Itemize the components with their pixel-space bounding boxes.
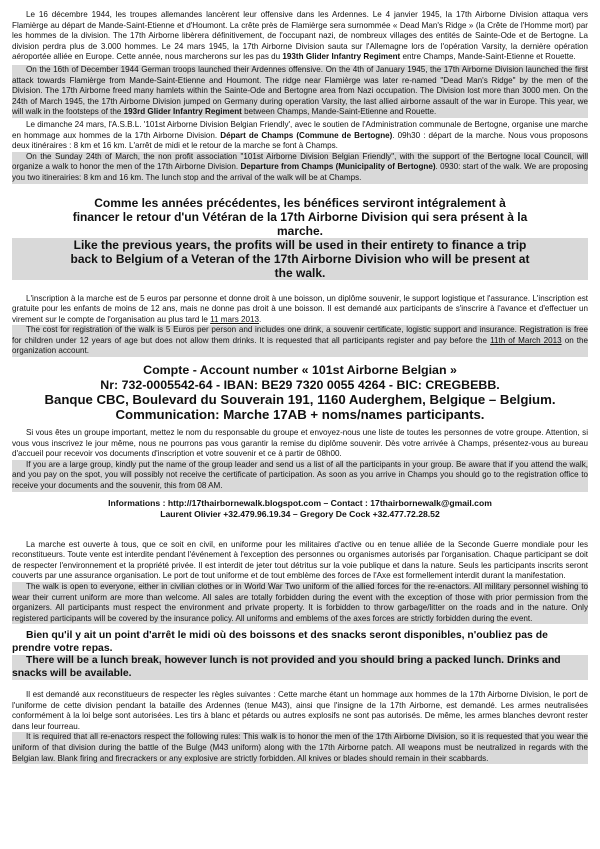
- benefits-en: Like the previous years, the profits will be used in their entirety to finance a trip back to Belgium of a Veteran of the 17th Airborne Division who will be present at the walk.: [12, 238, 588, 280]
- history-fr-regiment: 193th Glider Infantry Regiment: [282, 52, 401, 62]
- registration-en-text: The cost for registration of the walk is 5 Euros per person and includes one drink, a souvenir certificate, logistic support and insurance. Registration is free for children under 12 years of age but does not allow them drinks. It is requested that all participants register and pay before the: [12, 325, 588, 345]
- rules-paragraph-en: It is required that all re-enactors respect the following rules: This walk is to honor the men of the 17th Airborne Division, so it is requested that you wear the uniform of that division during the battle of the Bulge (M43 uniform) along with the 17th Airborne patch. All weapons must be neutralized in regards with the Belgian law. Blank firing and firecrackers or any explosive are strictly forbidden. All knives or blades should remain in their scabbards.: [12, 732, 588, 763]
- history-en-text-end: between Champs, Mande-Saint-Etienne and Rouette.: [241, 107, 437, 117]
- account-title: Compte - Account number « 101st Airborne Belgian »: [143, 363, 457, 378]
- contact-info: [12, 498, 588, 520]
- open-paragraph-en: The walk is open to everyone, either in civilian clothes or in World War Two uniform of the allied forces for the re-enactors. All military personnel wishing to wear their current uniform are more than welcome. All sales are totally forbidden during the event with the exception of those with prior permission from the organizers. All participants must respect the environment and private property. It is forbidden to throw garbage/litter on the roads and in the nature. Only registered participants will be covered by the insurance policy. All uniforms and emblems of the axes forces are strictly forbidden during the event.: [12, 582, 588, 623]
- rules-paragraph-fr: Il est demandé aux reconstitueurs de respecter les règles suivantes : Cette marche étant un hommage aux hommes de la 17th Airborne Division, le port de l'uniforme de cette division pendant la bataille des Ardennes (tenue M43), ainsi que l'insigne de la 17th Airborne, est demandé. Les armes neutralisées conformément à la loi belge sont autorisées. Les tirs à blanc et pétards ou autres explosifs ne sont pas autorisés. De même, les armes blanches devront rester dans leur fourreau.: [12, 690, 588, 731]
- walk-en-departure: Departure from Champs (Municipality of Bertogne): [240, 162, 436, 172]
- registration-fr-text: L'inscription à la marche est de 5 euros par personne et donne droit à une boisson, un diplôme souvenir, le support logistique et l'assurance. L'inscription est gratuite pour les enfants de moins de 12 ans, mais ne donne pas droit à une boisson. Il est demandé aux participants de s'inscrire à l'avance et d'effectuer un virement sur le compte de l'organisation au plus tard le: [12, 293, 588, 324]
- open-paragraph-fr: La marche est ouverte à tous, que ce soit en civil, en uniforme pour les militaires d'active ou en tenue alliée de la Seconde Guerre mondiale pour les reconstitueurs. Toute vente est interdite pendant l'événement à l'exception des personnes ou organismes autorisés par l'organisation. Chaque participant se doit de respecter l'environnement et la propriété privée. Il est interdit de jeter tout détritus sur la voie publique et dans la nature. Seuls les participants inscrits seront couverts par une assurance organisation. Le port de tout uniforme et de tout emblème des forces de l'Axe est formellement interdit durant la manifestation.: [12, 539, 588, 581]
- contact-phones: Laurent Olivier +32.479.96.19.34 – Gregory De Cock +32.477.72.28.52: [160, 508, 440, 519]
- account-bank-address: Banque CBC, Boulevard du Souverain 191, 1160 Auderghem, Belgique – Belgium.: [44, 392, 556, 408]
- walk-paragraph-en: [12, 152, 588, 184]
- group-paragraph-en: If you are a large group, kindly put the name of the group leader and send us a list of all the participants in your group. Be aware that if you attend the walk, and you pay on the spot, you will possibly not receive the certificate of participation. As soon as you arrive in Champs you should go to the registration office to receive your documents and the souvenir, this from 08 AM.: [12, 459, 588, 491]
- walk-paragraph-fr: [12, 120, 588, 152]
- lunch-note-en: There will be a lunch break, however lunch is not provided and you should bring a packed lunch. Drinks and snacks will be available.: [12, 655, 588, 680]
- registration-fr-deadline: 11 mars 2013: [210, 314, 260, 324]
- account-communication: Communication: Marche 17AB + noms/names participants.: [115, 407, 485, 423]
- registration-fr-end: .: [259, 314, 262, 324]
- lunch-note-fr: Bien qu'il y ait un point d'arrêt le midi où des boissons et des snacks seront disponibles, n'oubliez pas de prendre votre repas.: [12, 630, 548, 654]
- history-paragraph-en: [12, 65, 588, 118]
- registration-en-deadline: 11th of March 2013: [490, 335, 562, 345]
- walk-en-text-end: . 0930: start of the walk. We are proposing you two itinerairies: 8 km and 16 km. The lunch stop and the arrival of the walk will be at Champs.: [12, 162, 589, 182]
- registration-fr: [12, 294, 588, 326]
- walk-fr-text-end: . 09h30 : départ de la marche. Nous vous proposons deux itinéraires : 8 km et 16 km. L'arrêt de midi et le retour de la marche se font à Champs.: [12, 130, 588, 151]
- bank-account-block: [12, 363, 588, 422]
- benefits-fr: Comme les années précédentes, les bénéfices serviront intégralement à financer le retour d'un Vétéran de la 17th Airborne Division qui sera présent à la marche.: [72, 195, 528, 238]
- history-en-regiment: 193rd Glider Infantry Regiment: [123, 107, 242, 117]
- history-fr-text-end: entre Champs, Mande-Saint-Etienne et Rouette.: [400, 52, 576, 62]
- walk-fr-departure: Départ de Champs (Commune de Bertogne): [220, 130, 393, 140]
- history-fr-text: Le 16 décembre 1944, les troupes allemandes lancèrent leur offensive dans les Ardennes. Le 4 janvier 1945, la 17th Airborne Division attaqua vers Flamièrge au départ de Mande-Saint-Etienne et d'Houmont. La crête près de Flamièrge sera surnommée « Dead Man's Ridge » (la Crête de l'Homme mort) par les hommes de la division. The 17th Airborne libèrera définitivement, de l'occupant nazi, de nombreux villages des entités de Sainte-Ode et de Bertogne. La division perdra plus de 3.000 hommes. Le 24 mars 1945, la 17th Airborne Division sauta sur l'Allemagne lors de l'opération Varsity, la dernière opération aéroportée alliée en Europe. Cette année, nous marcherons sur les pas du: [12, 10, 588, 62]
- group-paragraph-fr: Si vous êtes un groupe important, mettez le nom du responsable du groupe et envoyez-nous une liste de toutes les personnes de votre groupe. Attention, si vous vous inscrivez le jour même, nous ne pourrons pas vous garantir la remise du diplôme souvenir. Dès votre arrivée à Champs, présentez-vous au bureau d'accueil pour recevoir vos documents d'inscription et votre souvenir et ce à partir de 08h00.: [12, 428, 588, 459]
- account-numbers: Nr: 732-0005542-64 - IBAN: BE29 7320 0055 4264 - BIC: CREGBEBB.: [100, 377, 500, 392]
- history-en-text: On the 16th of December 1944 German troops launched their Ardennes offensive. On the 4th of January 1945, the 17th Airborne Division launched the first attack towards Flamièrge from Mande-Saint-Etienne and Houmont. The ridge near Flamièrge was later re-named "Dead Man's Ridge" by the men of the Division. The 17th Airborne freed many hamlets within the Sainte-Ode and Bertogne area from Nazi occupation. The Division lost more than 3000 men. On the 24th of March 1945, the 17th Airborne Division jumped on Germany during operation Varsity, the last allied airborne assault of the war in Europe. This year, we will walk in the footsteps of the: [12, 64, 588, 117]
- history-paragraph-fr: [12, 10, 588, 63]
- walk-fr-text: Le dimanche 24 mars, l'A.S.B.L. '101st Airborne Division Belgian Friendly', avec le soutien de l'Administration communale de Bertogne, organise une marche en hommage aux hommes de la 17th Airborne Division.: [12, 119, 588, 140]
- registration-en: [12, 325, 588, 357]
- contact-links: Informations : http://17thairbornewalk.blogspot.com – Contact : 17thairbornewalk@gmail.com: [108, 497, 492, 508]
- walk-en-text: On the Sunday 24th of March, the non profit association "101st Airborne Division Belgian Friendly", with the support of the Bertogne local Council, will organize a walk to honor the men of the 17th Airborne Division.: [12, 151, 588, 172]
- registration-en-end: on the organization account.: [12, 335, 588, 356]
